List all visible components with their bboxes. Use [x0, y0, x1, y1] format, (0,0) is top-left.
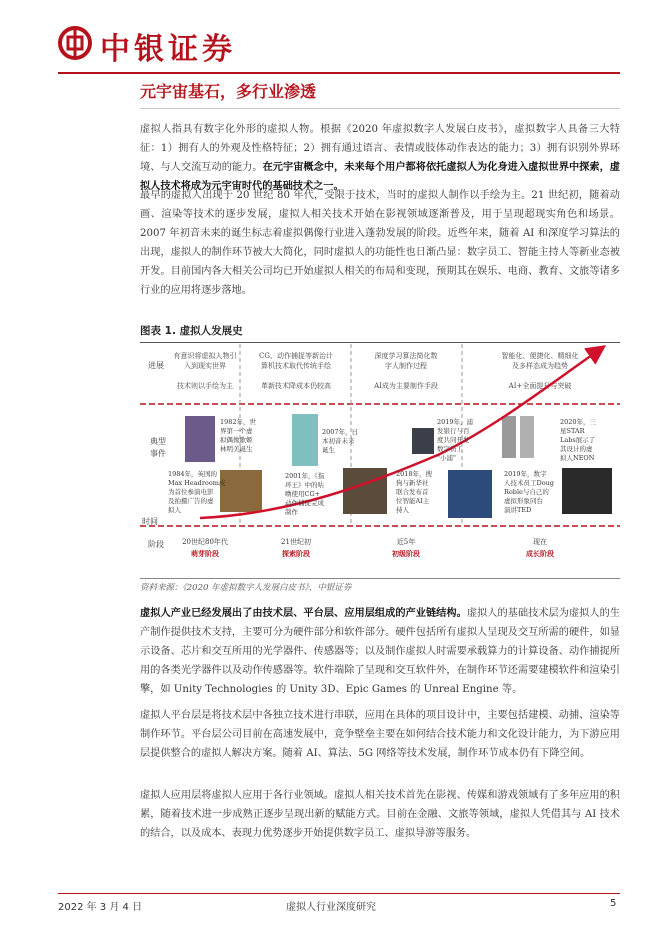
svg-text:制作: 制作: [285, 508, 298, 516]
svg-text:Roble与自己的: Roble与自己的: [504, 488, 549, 496]
brand-name: 中银证券: [100, 32, 236, 67]
svg-text:"小浦": "小浦": [437, 454, 456, 462]
svg-text:2019年，浦: 2019年，浦: [437, 418, 474, 426]
paragraph-3-text: 虚拟人的基础技术层为虚拟人的生产制作提供技术支持，主要可分为硬件部分和软件部分。硬件包括所有虚拟人呈现及交互所需的硬件，如显示设备、芯片和交互所用的光学器件、传感器等；以及制作虚拟人时需要承载算力的计算设备、动作捕捉所用的各类光学器件以及动作传感器等。软件端除了呈现和交互软件外，在制作环节还需要建模软件和渲染引擎，如 Unity Technologies 的 Unity 3D、Epic Games 的 Unreal Engine 等。: [140, 608, 621, 695]
footer-title: 虚拟人行业深度研究: [286, 902, 376, 913]
footer-date: 2022 年 3 月 4 日: [58, 902, 143, 913]
svg-text:1984年，英国的: 1984年，英国的: [168, 470, 218, 478]
svg-text:及多样态成为趋势: 及多样态成为趋势: [512, 362, 568, 370]
svg-text:度共同开发: 度共同开发: [437, 436, 470, 444]
svg-text:AI成为主要制作手段: AI成为主要制作手段: [374, 382, 438, 390]
development-history-figure: [140, 344, 620, 576]
svg-text:Max Headroom成: Max Headroom成: [168, 479, 226, 487]
svg-text:智能化、便捷化、精细化: 智能化、便捷化、精细化: [501, 352, 579, 360]
event-1982: [220, 417, 257, 453]
event-2018: [396, 469, 433, 514]
paragraph-4: 虚拟人平台层是将技术层中各独立技术进行串联，应用在具体的项目设计中，主要包括建模、动捕、渲染等制作环节。平台层公司目前在高速发展中，竞争壁垒主要在如何结合技术能力和文化设计能力，为下游应用层提供整合的虚拟人解决方案。随着 AI、算法、5G 网络等技术发展，制作环节成本仍有下降空间。: [140, 710, 620, 759]
stage-column-2: [281, 537, 311, 558]
paragraph-2: 最早的虚拟人出现于 20 世纪 80 年代，受限于技术，当时的虚拟人制作以手绘为主。21 世纪初，随着动画、渲染等技术的逐步发展，虚拟人相关技术开始在影视领域逐渐普及，用于呈现超现实角色和场景。2007 年初音未来的诞生标志着虚拟偶像行业进入蓬勃发展的阶段。近些年来，随着 AI 和深度学习算法的出现，虚拟人的制作环节被大大简化，同时虚拟人的功能性也日渐凸显：数字员工、智能主持人等新业态被开发。目前国内各大相关公司均已开始虚拟人相关的布局和变现，预期其在娱乐、电商、教育、文旅等诸多行业的应用将逐步落地。: [140, 190, 620, 296]
event-image-1984: [220, 470, 262, 512]
svg-text:人技术员工Doug: 人技术员工Doug: [504, 479, 554, 487]
paragraph-3: [140, 604, 620, 699]
page-number: 5: [610, 898, 617, 909]
event-2019-ted: [504, 469, 554, 514]
bank-of-china-logo-icon: [58, 26, 92, 60]
svg-text:1982年，世: 1982年，世: [220, 418, 257, 426]
figure-source: 资料来源：《2020 年虚拟数字人发展白皮书》，中银证券: [140, 578, 620, 593]
svg-text:2018年，搜: 2018年，搜: [396, 470, 433, 478]
svg-text:拟偶像歌姬: 拟偶像歌姬: [220, 436, 253, 444]
event-image-2020-a: [502, 416, 516, 458]
row-label-progress: 进展: [148, 361, 164, 370]
svg-text:环王》中的咕: 环王》中的咕: [285, 481, 324, 489]
event-2019-pufa: [437, 417, 474, 462]
section-title: [140, 80, 620, 109]
svg-text:AI+全面提升与突破: AI+全面提升与突破: [508, 382, 572, 390]
figure-title: 图表 1. 虚拟人发展史: [140, 323, 620, 343]
svg-text:诞生: 诞生: [322, 446, 335, 454]
svg-text:发银行与百: 发银行与百: [437, 427, 470, 435]
svg-text:算机技术取代传统手绘: 算机技术取代传统手绘: [261, 362, 331, 370]
paragraph-1-text: 虚拟人指具有数字化外形的虚拟人物。根据《2020 年虚拟数字人发展白皮书》，虚拟数字人具备三大特征：1）拥有人的外观及性格特征；2）拥有通过语言、表情或肢体动作表达的能力；3）拥有识别外界环境、与人交流互动的能力。: [140, 124, 620, 173]
event-image-2019-ted: [562, 468, 612, 514]
svg-text:噜使用CG+: 噜使用CG+: [285, 490, 321, 498]
svg-text:及拍摄广告的虚: 及拍摄广告的虚: [168, 497, 214, 505]
svg-text:拟人: 拟人: [168, 506, 181, 514]
svg-text:CG、动作捕捉等新治计: CG、动作捕捉等新治计: [259, 352, 333, 360]
row-label-events-1: 典型: [150, 437, 166, 446]
progress-column-1: [174, 351, 237, 390]
svg-text:萌芽阶段: 萌芽阶段: [191, 549, 219, 558]
svg-text:深度学习算法简化数: 深度学习算法简化数: [374, 352, 438, 360]
stage-column-4: [526, 537, 554, 558]
svg-text:虚拟形象同台: 虚拟形象同台: [504, 497, 543, 505]
svg-text:界第一个虚: 界第一个虚: [220, 427, 253, 435]
svg-text:联合发布首: 联合发布首: [396, 488, 429, 496]
event-image-1982: [185, 416, 215, 462]
event-2020: [560, 417, 597, 462]
paragraph-5: 虚拟人应用层将虚拟人应用于各行业领域。虚拟人相关技术首先在影视、传媒和游戏领域有了多年应用的积累，随着技术进一步成熟正逐步呈现出新的赋能方式。目前在金融、文旅等领域，虚拟人凭借其与 AI 技术的结合，以及成本、表现力优势逐步开始提供数字员工、虚拟导游等服务。: [140, 790, 620, 839]
svg-text:入到现实世界: 入到现实世界: [184, 362, 226, 370]
svg-text:Labs展示了: Labs展示了: [560, 436, 596, 444]
paragraph-1: [140, 120, 620, 196]
svg-text:数字员工: 数字员工: [437, 445, 463, 453]
svg-text:演讲TED: 演讲TED: [504, 506, 532, 514]
svg-text:近5年: 近5年: [396, 538, 416, 546]
footer-rule: [58, 893, 620, 894]
event-2001: [285, 471, 325, 516]
svg-text:2020年，三: 2020年，三: [560, 418, 597, 426]
section-title-text: 元宇宙基石，多行业渗透: [140, 82, 317, 101]
event-1984: [168, 469, 226, 514]
svg-text:本初音未来: 本初音未来: [322, 437, 355, 445]
event-image-2020-b: [520, 416, 534, 458]
svg-text:成长阶段: 成长阶段: [526, 549, 554, 558]
stage-column-3: [391, 537, 420, 558]
event-2007: [322, 427, 358, 454]
header-rule: [58, 72, 620, 74]
svg-text:探索阶段: 探索阶段: [282, 549, 310, 558]
svg-text:初级阶段: 初级阶段: [392, 549, 420, 558]
svg-text:狗与新华社: 狗与新华社: [396, 479, 429, 487]
row-label-time: 时间: [142, 517, 158, 526]
svg-text:2007年，日: 2007年，日: [322, 428, 359, 436]
stage-column-1: [182, 537, 228, 558]
row-label-stage: 阶段: [148, 540, 164, 549]
svg-text:21世纪初: 21世纪初: [281, 538, 311, 546]
paragraph-3-bold: 虚拟人产业已经发展出了由技术层、平台层、应用层组成的产业链结构。: [140, 607, 467, 619]
svg-text:持人: 持人: [396, 506, 409, 514]
svg-text:革新技术降成本仍较高: 革新技术降成本仍较高: [261, 382, 331, 390]
svg-text:2019年，数字: 2019年，数字: [504, 470, 547, 478]
svg-text:字人制作过程: 字人制作过程: [385, 362, 427, 370]
svg-text:位智能AI主: 位智能AI主: [396, 497, 430, 505]
row-label-events-2: 事件: [150, 449, 166, 458]
svg-text:20世纪80年代: 20世纪80年代: [182, 538, 228, 546]
progress-column-2: [259, 351, 333, 390]
event-image-2001: [343, 468, 387, 514]
event-image-2019-pufa: [412, 428, 434, 454]
event-image-2007: [292, 414, 318, 466]
svg-text:有意识将虚拟人物引: 有意识将虚拟人物引: [173, 352, 237, 360]
progress-column-4: [502, 351, 579, 390]
svg-text:2001年，《指: 2001年，《指: [285, 472, 325, 480]
progress-column-3: [373, 351, 438, 390]
paragraph-1-bold: 在元宇宙概念中，未来每个用户都将依托虚拟人为化身进入虚拟世界中探索，虚拟人技术将成为元宇宙时代的基础技术之一。: [140, 161, 620, 192]
event-image-2018: [448, 470, 492, 518]
svg-text:技术则以手绘为主: 技术则以手绘为主: [177, 382, 233, 390]
svg-text:拟人NEON: 拟人NEON: [560, 454, 595, 462]
svg-text:星STAR: 星STAR: [560, 427, 585, 435]
svg-text:动作捕捉完成: 动作捕捉完成: [285, 499, 324, 507]
svg-text:现在: 现在: [533, 538, 547, 546]
svg-text:其设计的虚: 其设计的虚: [560, 445, 593, 453]
svg-text:为首位参演电影: 为首位参演电影: [168, 488, 214, 496]
svg-text:林明美诞生: 林明美诞生: [220, 445, 253, 453]
